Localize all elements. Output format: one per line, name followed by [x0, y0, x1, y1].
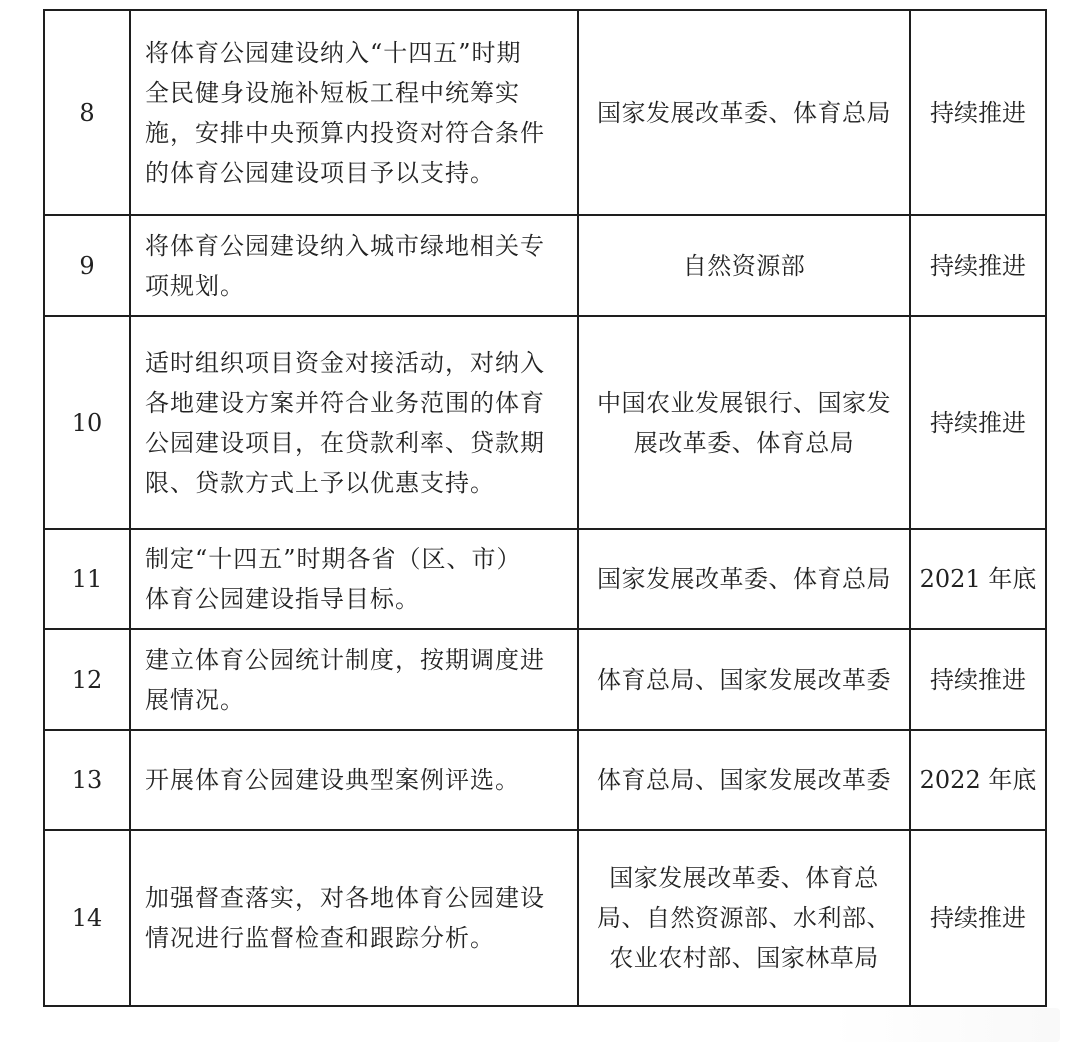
department-cell	[578, 629, 910, 730]
timeline: 持续推进	[930, 665, 1026, 694]
timeline-cell	[910, 529, 1046, 629]
task-description: 建立体育公园统计制度，按期调度进 展情况。	[145, 645, 545, 714]
task-description: 适时组织项目资金对接活动，对纳入 各地建设方案并符合业务范围的体育 公园建设项目，在贷款利率、贷款期 限、贷款方式上予以优惠支持。	[145, 348, 545, 497]
timeline: 持续推进	[930, 98, 1026, 127]
responsible-department: 体育总局、国家发展改革委	[597, 766, 891, 794]
task-cell	[130, 10, 578, 215]
table-row	[44, 316, 1046, 529]
task-description: 将体育公园建设纳入“十四五”时期 全民健身设施补短板工程中统筹实 施，安排中央预算内投资对符合条件 的体育公园建设项目予以支持。	[145, 38, 545, 187]
timeline-cell	[910, 215, 1046, 316]
row-number: 9	[79, 251, 95, 280]
row-number: 8	[79, 98, 95, 127]
task-cell	[130, 730, 578, 830]
row-number-cell	[44, 10, 130, 215]
timeline: 2022 年底	[919, 766, 1037, 794]
timeline: 2021 年底	[919, 565, 1037, 593]
row-number-cell	[44, 830, 130, 1006]
responsible-department: 中国农业发展银行、国家发 展改革委、体育总局	[597, 388, 891, 457]
timeline: 持续推进	[930, 904, 1026, 932]
table-row	[44, 629, 1046, 730]
table-row	[44, 10, 1046, 215]
responsible-department: 自然资源部	[682, 251, 806, 280]
row-number: 12	[71, 665, 103, 694]
department-cell	[578, 730, 910, 830]
task-cell	[130, 830, 578, 1006]
row-number-cell	[44, 215, 130, 316]
table-row	[44, 730, 1046, 830]
table-row	[44, 830, 1046, 1006]
responsible-department: 国家发展改革委、体育总局	[597, 565, 891, 593]
timeline-cell	[910, 629, 1046, 730]
task-cell	[130, 316, 578, 529]
row-number-cell	[44, 316, 130, 529]
department-cell	[578, 10, 910, 215]
row-number-cell	[44, 529, 130, 629]
timeline-cell	[910, 830, 1046, 1006]
timeline-cell	[910, 316, 1046, 529]
task-description: 制定“十四五”时期各省（区、市） 体育公园建设指导目标。	[145, 545, 522, 613]
department-cell	[578, 529, 910, 629]
timeline: 持续推进	[930, 251, 1026, 280]
row-number: 10	[71, 408, 103, 437]
task-table	[43, 9, 1047, 1007]
timeline: 持续推进	[930, 408, 1026, 437]
department-cell	[578, 316, 910, 529]
task-cell	[130, 529, 578, 629]
table-row	[44, 215, 1046, 316]
row-number-cell	[44, 629, 130, 730]
responsible-department: 体育总局、国家发展改革委	[597, 665, 891, 694]
timeline-cell	[910, 10, 1046, 215]
row-number: 14	[71, 904, 103, 932]
row-number: 13	[71, 766, 103, 794]
task-description: 开展体育公园建设典型案例评选。	[145, 766, 520, 794]
department-cell	[578, 830, 910, 1006]
responsible-department: 国家发展改革委、体育总局	[597, 98, 891, 127]
table-row	[44, 529, 1046, 629]
task-description: 加强督查落实，对各地体育公园建设 情况进行监督检查和跟踪分析。	[145, 884, 545, 952]
task-description: 将体育公园建设纳入城市绿地相关专 项规划。	[145, 231, 545, 300]
row-number-cell	[44, 730, 130, 830]
task-cell	[130, 215, 578, 316]
watermark	[830, 1008, 1060, 1042]
department-cell	[578, 215, 910, 316]
row-number: 11	[71, 565, 103, 593]
responsible-department: 国家发展改革委、体育总 局、自然资源部、水利部、 农业农村部、国家林草局	[597, 864, 891, 972]
task-cell	[130, 629, 578, 730]
timeline-cell	[910, 730, 1046, 830]
